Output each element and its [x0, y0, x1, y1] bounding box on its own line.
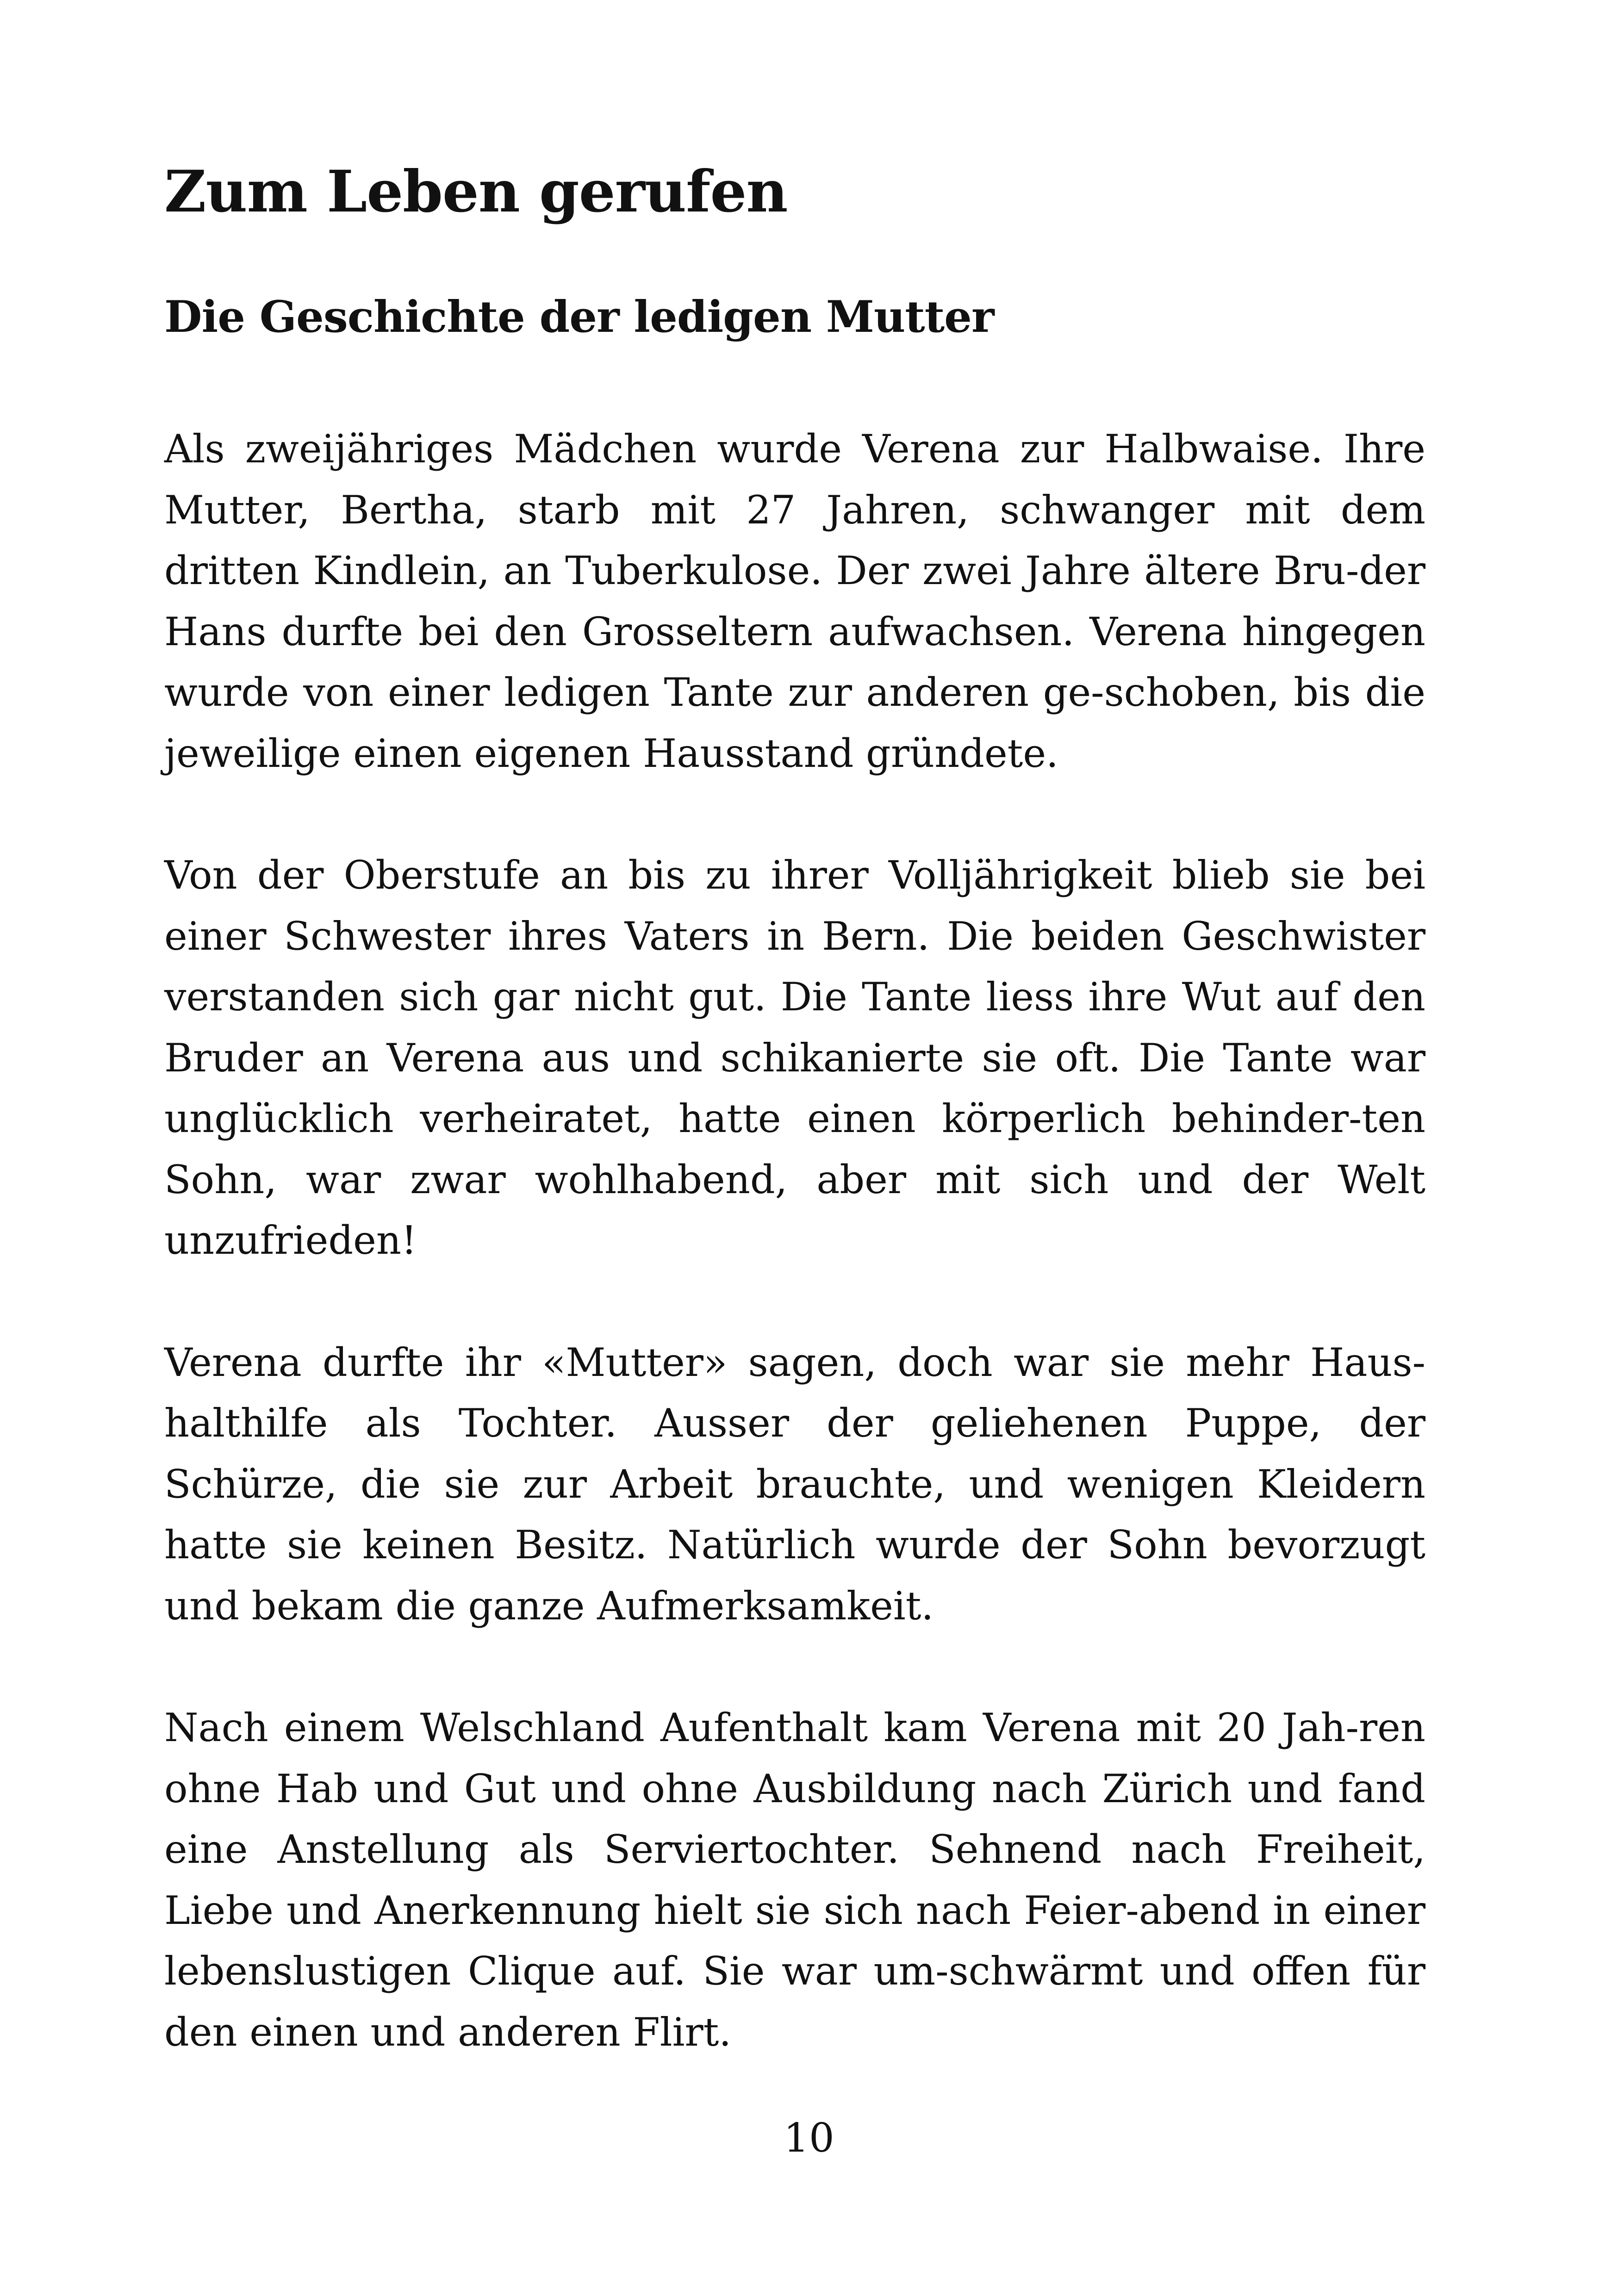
- paragraph: Nach einem Welschland Aufenthalt kam Verena mit 20 Jah-ren ohne Hab und Gut und ohne Ausbildung nach Zürich und fand eine Anstellung als Serviertochter. Sehnend nach Freiheit, Liebe und Anerkennung hielt sie sich nach Feier-abend in einer lebenslustigen Clique auf. Sie war um-schwärmt und offen für den einen und anderen Flirt.: [164, 1705, 1425, 2055]
- paragraph: Verena durfte ihr «Mutter» sagen, doch war sie mehr Haus-halthilfe als Tochter. Ausser der geliehenen Puppe, der Schürze, die sie zur Arbeit brauchte, und wenigen Kleidern hatte sie keinen Besitz. Natürlich wurde der Sohn bevorzugt und bekam die ganze Aufmerksamkeit.: [164, 1339, 1425, 1629]
- page-number: 10: [784, 2115, 834, 2161]
- document-page: [164, 153, 1425, 2063]
- paragraph: Als zweijähriges Mädchen wurde Verena zur Halbwaise. Ihre Mutter, Bertha, starb mit 27 Jahren, schwanger mit dem dritten Kindlein, an Tuberkulose. Der zwei Jahre ältere Bru-der Hans durfte bei den Grosseltern aufwachsen. Verena hingegen wurde von einer ledigen Tante zur anderen ge-schoben, bis die jeweilige einen eigenen Hausstand gründete.: [164, 426, 1425, 776]
- chapter-subtitle: Die Geschichte der ledigen Mutter: [164, 292, 994, 342]
- chapter-title: Zum Leben gerufen: [164, 158, 788, 225]
- paragraph: Von der Oberstufe an bis zu ihrer Volljährigkeit blieb sie bei einer Schwester ihres Vaters in Bern. Die beiden Geschwister verstanden sich gar nicht gut. Die Tante liess ihre Wut auf den Bruder an Verena aus und schikanierte sie oft. Die Tante war unglücklich verheiratet, hatte einen körperlich behinder-ten Sohn, war zwar wohlhabend, aber mit sich und der Welt unzufrieden!: [164, 852, 1425, 1263]
- body-text: [164, 419, 1425, 2063]
